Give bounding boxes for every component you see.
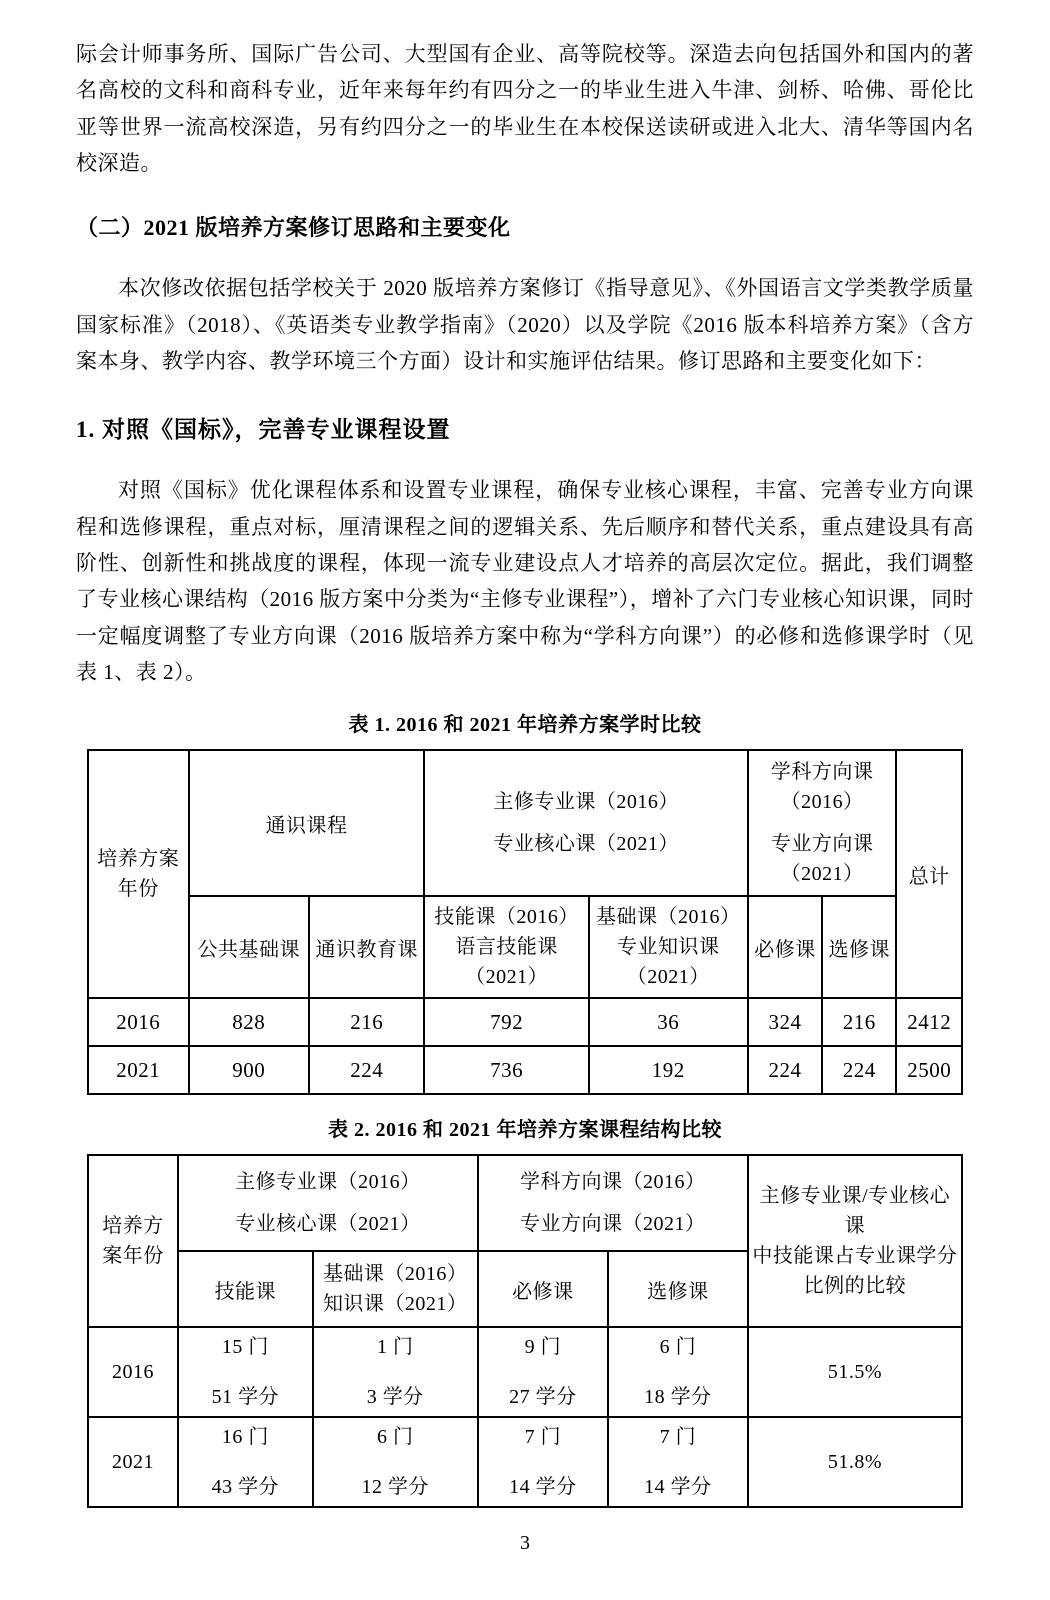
t1-data-cell: 192 bbox=[589, 1046, 748, 1094]
t1-data-cell: 792 bbox=[424, 998, 588, 1046]
t1-subheader-skill: 技能课（2016） 语言技能课 （2021） bbox=[424, 896, 588, 998]
t2-year-cell: 2021 bbox=[88, 1417, 178, 1507]
t2-subheader-basic: 基础课（2016） 知识课（2021） bbox=[313, 1251, 478, 1327]
subsection-heading-course-setup: 1. 对照《国标》，完善专业课程设置 bbox=[76, 417, 451, 443]
page-number: 3 bbox=[520, 1532, 530, 1554]
t1-data-cell: 2500 bbox=[896, 1046, 962, 1094]
t2-year-cell: 2016 bbox=[88, 1327, 178, 1417]
t2-header-direction-courses: 学科方向课（2016） 专业方向课（2021） bbox=[478, 1155, 748, 1251]
t1-year-cell: 2016 bbox=[88, 998, 189, 1046]
t1-year-cell: 2021 bbox=[88, 1046, 189, 1094]
t2-data-cell: 6 门 12 学分 bbox=[313, 1417, 478, 1507]
t1-subheader-elective: 选修课 bbox=[822, 896, 896, 998]
t1-header-year: 培养方案 年份 bbox=[88, 750, 189, 998]
t2-subheader-skill: 技能课 bbox=[178, 1251, 313, 1327]
t2-header-major-courses: 主修专业课（2016） 专业核心课（2021） bbox=[178, 1155, 478, 1251]
t1-data-cell: 224 bbox=[309, 1046, 424, 1094]
t1-data-cell: 224 bbox=[748, 1046, 822, 1094]
t1-header-major-courses: 主修专业课（2016） 专业核心课（2021） bbox=[424, 750, 747, 896]
t2-data-cell: 7 门 14 学分 bbox=[608, 1417, 748, 1507]
t1-subheader-general-edu: 通识教育课 bbox=[309, 896, 424, 998]
section-heading: （二）2021 版培养方案修订思路和主要变化 bbox=[76, 215, 511, 241]
t2-ratio-cell: 51.5% bbox=[748, 1327, 962, 1417]
t2-data-cell: 7 门 14 学分 bbox=[478, 1417, 608, 1507]
t1-data-cell: 2412 bbox=[896, 998, 962, 1046]
t1-data-cell: 224 bbox=[822, 1046, 896, 1094]
t2-row-2016 bbox=[88, 1327, 962, 1417]
t1-subheader-basic: 基础课（2016） 专业知识课 （2021） bbox=[589, 896, 748, 998]
t1-header-direction-courses: 学科方向课 （2016） 专业方向课 （2021） bbox=[748, 750, 897, 896]
table2-structure-comparison bbox=[87, 1154, 963, 1508]
table1-caption: 表 1. 2016 和 2021 年培养方案学时比较 bbox=[348, 714, 702, 737]
t2-header-ratio: 主修专业课/专业核心课 中技能课占专业课学分 比例的比较 bbox=[748, 1155, 962, 1327]
t1-header-total: 总计 bbox=[896, 750, 962, 998]
t1-data-cell: 828 bbox=[189, 998, 310, 1046]
t2-header-year: 培养方 案年份 bbox=[88, 1155, 178, 1327]
t2-data-cell: 1 门 3 学分 bbox=[313, 1327, 478, 1417]
t2-data-cell: 16 门 43 学分 bbox=[178, 1417, 313, 1507]
t1-data-cell: 216 bbox=[822, 998, 896, 1046]
t2-data-cell: 9 门 27 学分 bbox=[478, 1327, 608, 1417]
t2-data-cell: 6 门 18 学分 bbox=[608, 1327, 748, 1417]
paragraph-course-optimization: 对照《国标》优化课程体系和设置专业课程，确保专业核心课程，丰富、完善专业方向课程和选修课程，重点对标，厘清课程之间的逻辑关系、先后顺序和替代关系，重点建设具有高阶性、创新性和挑战度的课程，体现一流专业建设点人才培养的高层次定位。据此，我们调整了专业核心课结构（2016 版方案中分类为“主修专业课程”），增补了六门专业核心知识课，同时一定幅度调整了专业方向课（2016 版培养方案中称为“学科方向课”）的必修和选修课学时（见表 1、表 2）。 bbox=[76, 478, 974, 684]
t1-data-cell: 216 bbox=[309, 998, 424, 1046]
t1-subheader-public-basic: 公共基础课 bbox=[189, 896, 310, 998]
t1-subheader-required: 必修课 bbox=[748, 896, 822, 998]
t2-subheader-required: 必修课 bbox=[478, 1251, 608, 1327]
t2-subheader-elective: 选修课 bbox=[608, 1251, 748, 1327]
paragraph-continuation: 际会计师事务所、国际广告公司、大型国有企业、高等院校等。深造去向包括国外和国内的著名高校的文科和商科专业，近年来每年约有四分之一的毕业生进入牛津、剑桥、哈佛、哥伦比亚等世界一流高校深造，另有约四分之一的毕业生在本校保送读研或进入北大、清华等国内名校深造。 bbox=[76, 42, 974, 175]
t1-data-cell: 736 bbox=[424, 1046, 588, 1094]
t2-row-2021 bbox=[88, 1417, 962, 1507]
paragraph-revision-basis: 本次修改依据包括学校关于 2020 版培养方案修订《指导意见》、《外国语言文学类教学质量国家标准》（2018）、《英语类专业教学指南》（2020）以及学院《2016 版本科培养方案》（含方案本身、教学内容、教学环境三个方面）设计和实施评估结果。修订思路和主要变化如下： bbox=[76, 276, 974, 373]
t2-data-cell: 15 门 51 学分 bbox=[178, 1327, 313, 1417]
t1-row-2021 bbox=[88, 1046, 962, 1094]
t1-header-general-courses: 通识课程 bbox=[189, 750, 425, 896]
t1-row-2016 bbox=[88, 998, 962, 1046]
table2-caption: 表 2. 2016 和 2021 年培养方案课程结构比较 bbox=[328, 1119, 722, 1142]
t1-data-cell: 36 bbox=[589, 998, 748, 1046]
t1-data-cell: 900 bbox=[189, 1046, 310, 1094]
t2-ratio-cell: 51.8% bbox=[748, 1417, 962, 1507]
t1-data-cell: 324 bbox=[748, 998, 822, 1046]
table1-hours-comparison bbox=[87, 749, 963, 1095]
